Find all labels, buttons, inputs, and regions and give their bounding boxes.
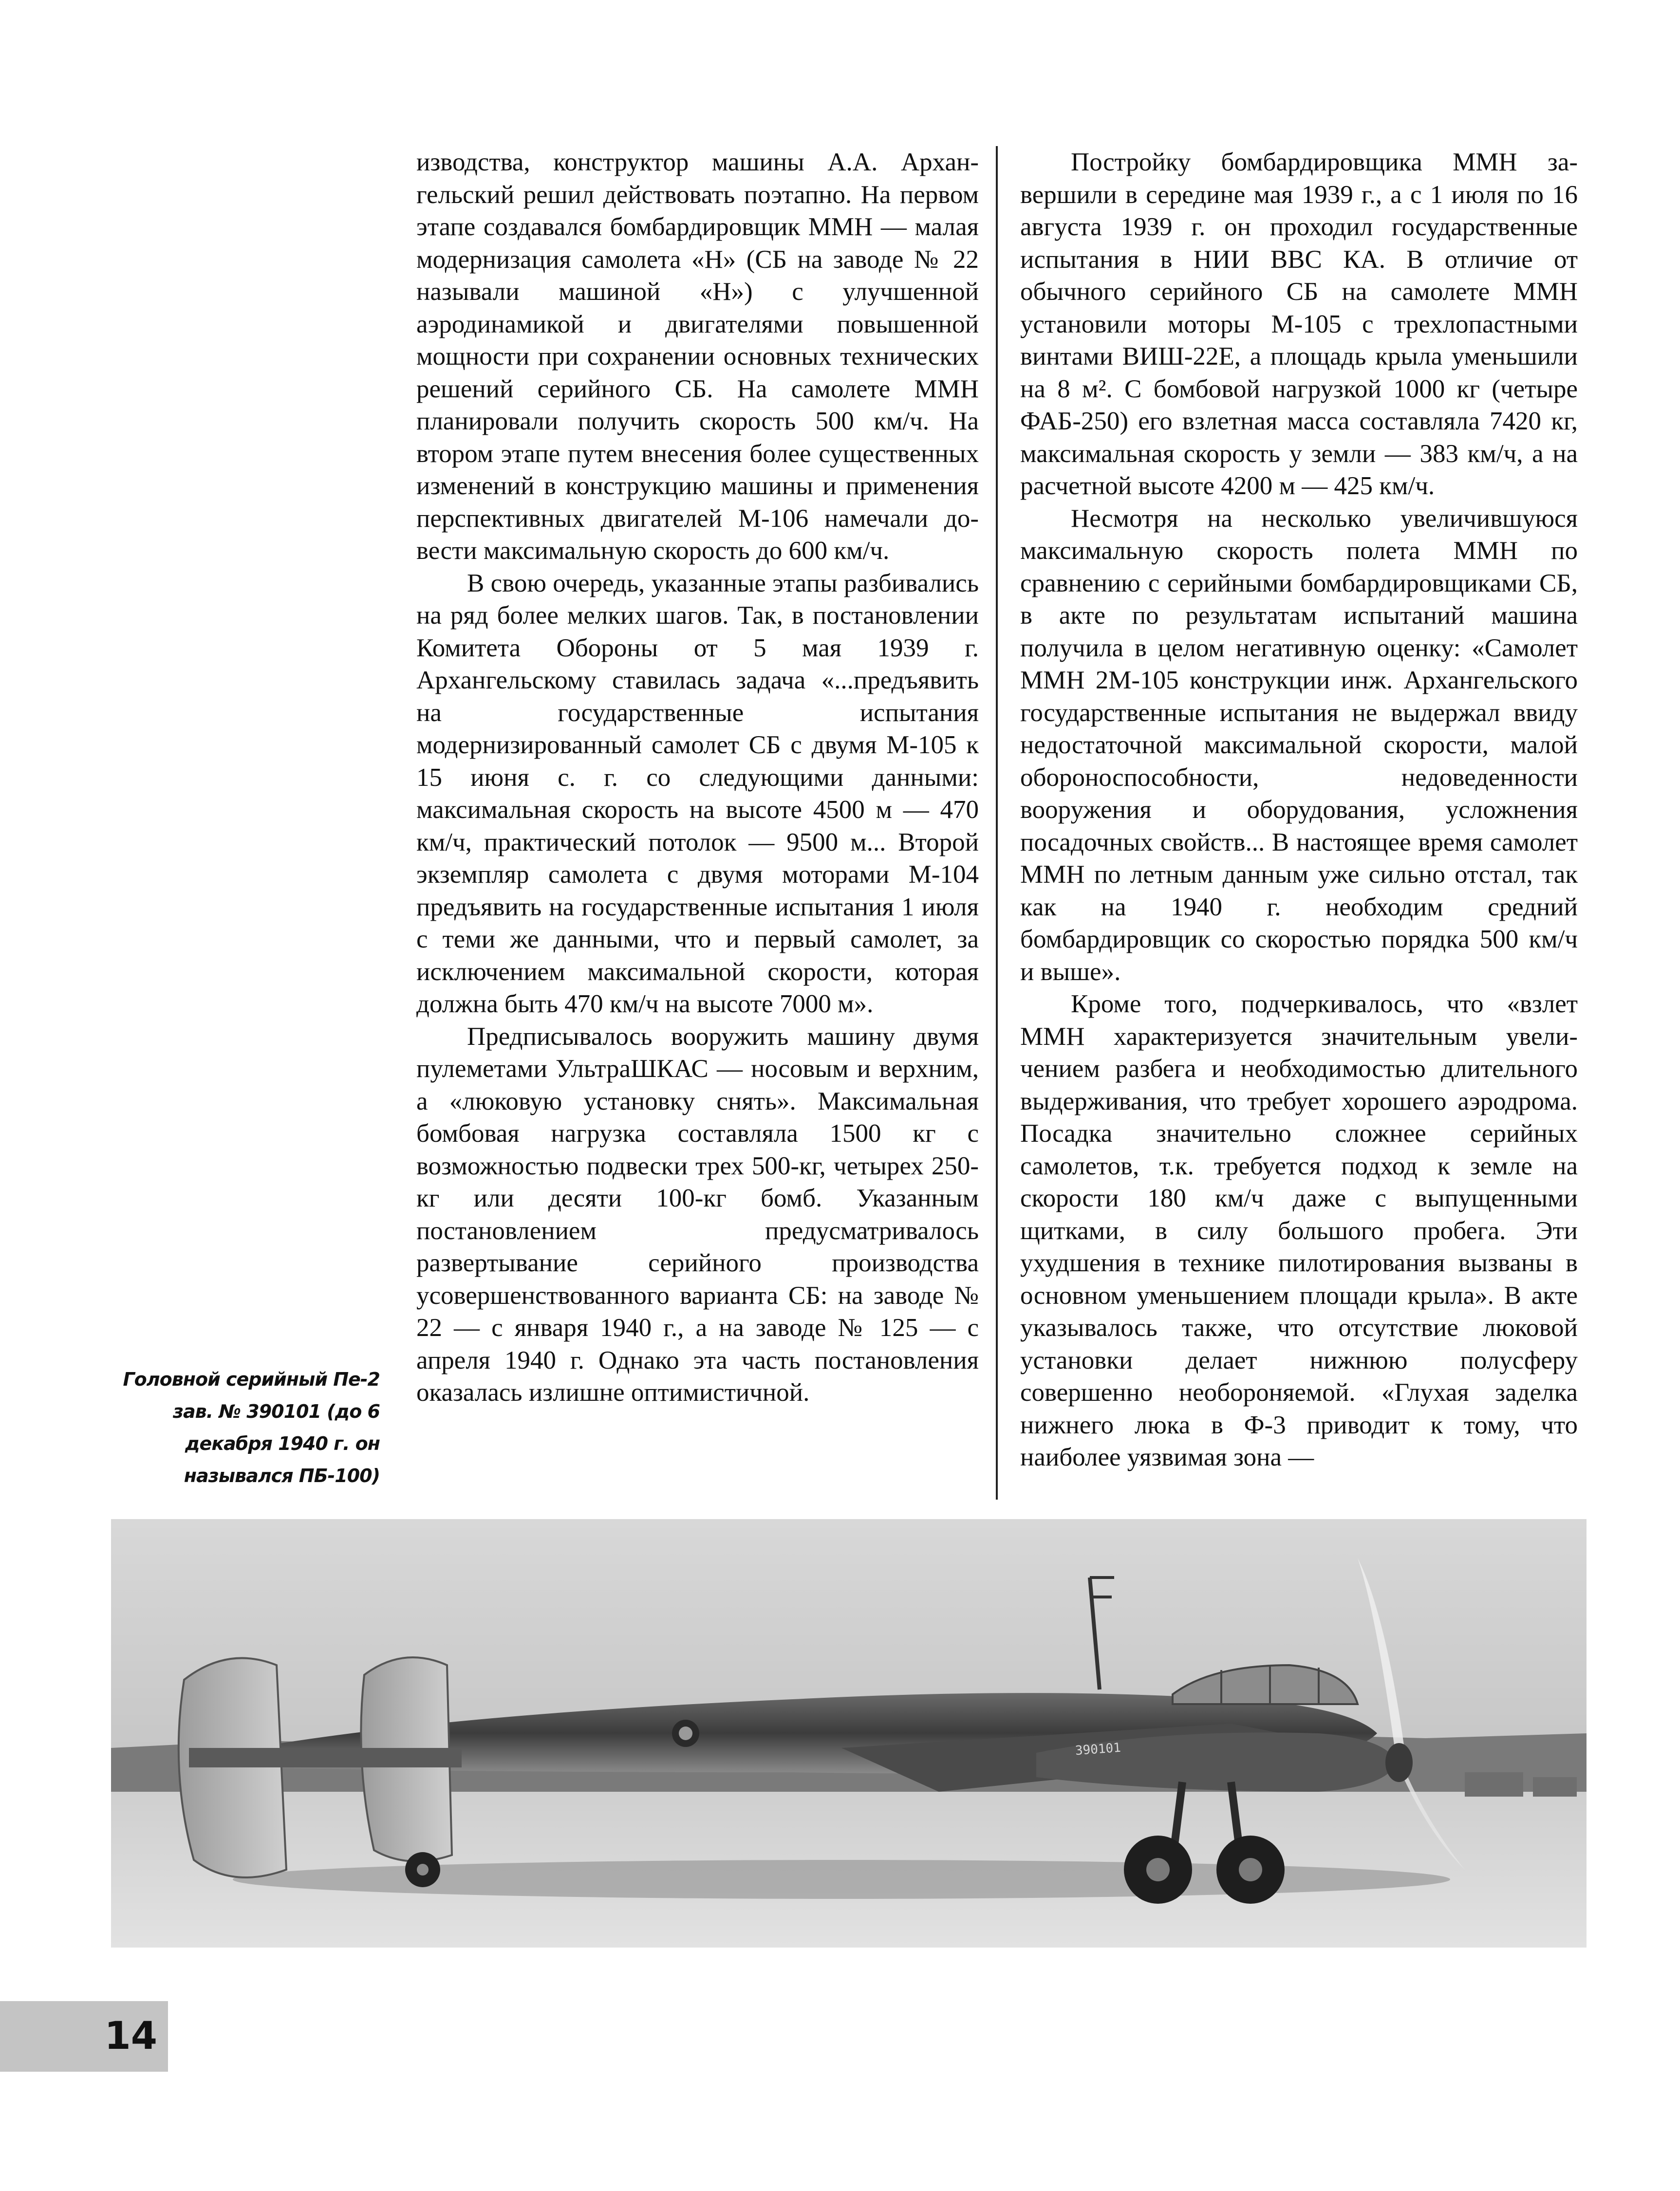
left-paragraph-2: В свою очередь, указанные этапы разбивались на ряд более мелких шагов. Так, в постановлении Комитета Обороны от 5 мая 1939 г. Архангельскому ставилась задача «...предъявить на государственные испытания модернизированный самолет СБ с двумя М-105 к 15 июня с. г. со следующими данными: максимальная скорость на высоте 4500 м — 470 км/ч, практический потолок — 9500 м... Второй экземпляр самолета с двумя моторами М-104 предъявить на государственные испытания 1 июля с теми же данными, что и первый самолет, за исключением максимальной скорости, которая должна быть 470 км/ч на высоте 7000 м». [416, 569, 979, 1018]
page-number: 14 [0, 2001, 168, 2072]
right-paragraph-1: Постройку бомбардировщика ММН завершили в середине мая 1939 г., а с 1 июля по 16 августа 1939 г. он проходил государственные испытания в НИИ ВВС КА. В отличие от обычного серийного СБ на самолете ММН установили моторы М-105 с трехлопастными винтами ВИШ-22Е, а площадь крыла уменьшили на 8 м². С бомбовой нагрузкой 1000 кг (четыре ФАБ-250) его взлетная масса составляла 7420 кг, максимальная скорость у земли — 383 км/ч, а на расчетной высоте 4200 м — 425 км/ч. [1020, 148, 1578, 500]
aircraft-photo-icon [111, 1519, 1587, 1948]
left-paragraph-3: Предписывалось вооружить машину двумя пулеметами УльтраШКАС — носовым и верхним, а «люковую установку снять». Максимальная бомбовая нагрузка составляла 1500 кг с возможностью подвески трех 500-кг, четырех 250-кг или десяти 100-кг бомб. Указанным постановлением предусматривалось развертывание серийного производства усовершенствованного варианта СБ: на заводе № 22 — с января 1940 г., а на заводе № 125 — с апреля 1940 г. Однако эта часть постановления оказалась излишне оптимистичной. [416, 1022, 979, 1407]
left-paragraph-1: изводства, конструктор машины А.А. Архангельский решил действовать поэтапно. На первом этапе создавался бомбардировщик ММН — малая модернизация самолета «Н» (СБ на заводе № 22 называли машиной «Н») с улучшенной аэродинамикой и двигателями повышенной мощности при сохранении основных технических решений серийного СБ. На самолете ММН планировали получить скорость 500 км/ч. На втором этапе путем внесения более существенных изменений в конструкцию машины и применения перспективных двигателей М-106 намечали довести максимальную скорость до 600 км/ч. [416, 148, 979, 565]
column-divider [996, 146, 998, 1500]
right-text-column [1020, 146, 1578, 1474]
left-text-column [416, 146, 979, 1409]
right-paragraph-3: Кроме того, подчеркивалось, что «взлет ММН характеризуется значительным увеличением разбега и необходимостью длительного выдерживания, что требует хорошего аэродрома. Посадка значительно сложнее серийных самолетов, т.к. требуется подход к земле на скорости 180 км/ч даже с выпущенными щитками, в силу большого пробега. Эти ухудшения в технике пилотирования вызваны в основном уменьшением площади крыла». В акте указывалось также, что отсутствие люковой установки делает нижнюю полусферу совершенно необороняемой. «Глухая заделка нижнего люка в Ф-3 приводит к тому, что наиболее уязвимая зона — [1020, 990, 1578, 1471]
right-paragraph-2: Несмотря на несколько увеличившуюся максимальную скорость полета ММН по сравнению с серийными бомбардировщиками СБ, в акте по результатам испытаний машина получила в целом негативную оценку: «Самолет ММН 2М-105 конструкции инж. Архангельского государственные испытания не выдержал ввиду недостаточной максимальной скорости, малой обороноспособности, недоведенности вооружения и оборудования, усложнения посадочных свойств... В настоящее время самолет ММН по летным данным уже сильно отстал, так как на 1940 г. необходим средний бомбардировщик со скоростью порядка 500 км/ч и выше». [1020, 504, 1578, 986]
aircraft-photo [111, 1519, 1587, 1948]
tail-number: 390101 [1075, 1740, 1121, 1759]
photo-caption: Головной серийный Пе-2 зав. № 390101 (до 6 декабря 1940 г. он назывался ПБ-100) [123, 1369, 380, 1486]
